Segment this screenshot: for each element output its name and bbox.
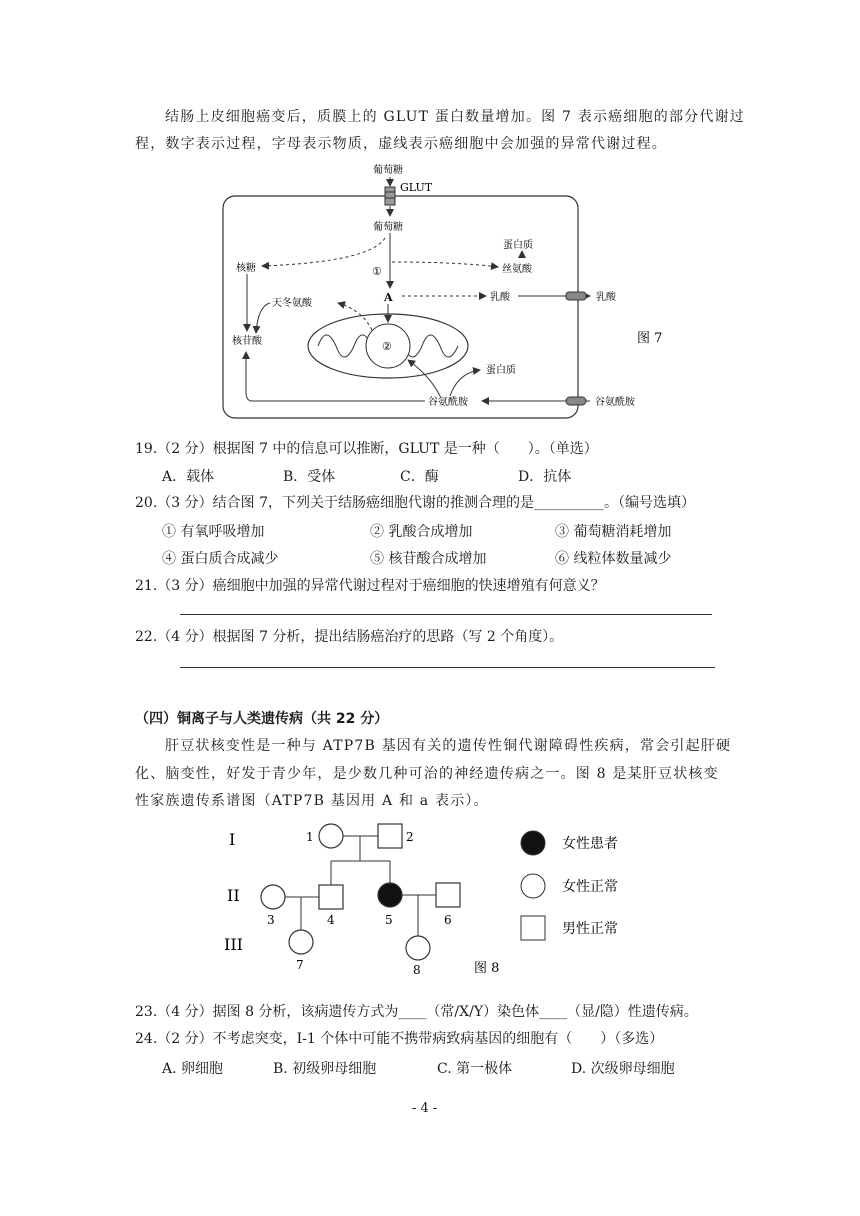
id-6: 6 — [444, 913, 452, 927]
label-aspartate: 天冬氨酸 — [272, 298, 312, 309]
legend-female-normal-symbol — [521, 874, 545, 898]
q19-option-a[interactable]: A．载体 — [162, 469, 215, 485]
id-8: 8 — [413, 963, 421, 977]
legend-male-normal-symbol — [521, 916, 545, 940]
q24-option-a[interactable]: A. 卵细胞 — [162, 1061, 224, 1077]
label-glucose-in: 葡萄糖 — [373, 222, 403, 233]
individual-II-5 — [378, 883, 402, 907]
q20-option-5[interactable]: ⑤ 核苷酸合成增加 — [370, 551, 487, 567]
individual-II-6 — [436, 883, 460, 907]
id-2: 2 — [406, 830, 414, 844]
q21-answer-line[interactable] — [180, 614, 712, 615]
id-7: 7 — [296, 958, 304, 972]
intro-line-1: 结肠上皮细胞癌变后，质膜上的 GLUT 蛋白数量增加。图 7 表示癌细胞的部分代谢过 — [165, 109, 745, 125]
label-A: A — [384, 291, 393, 304]
individual-II-4 — [319, 885, 343, 909]
q20-option-2[interactable]: ② 乳酸合成增加 — [370, 524, 473, 540]
q22-stem: 22.（4 分）根据图 7 分析，提出结肠癌治疗的思路（写 2 个角度）。 — [135, 629, 564, 645]
glut-transporter — [385, 187, 395, 205]
individual-III-8 — [406, 936, 430, 960]
label-ribose: 核糖 — [236, 263, 256, 274]
id-4: 4 — [327, 913, 335, 927]
individual-I-2 — [378, 824, 402, 848]
legend-female-affected: 女性患者 — [562, 836, 618, 852]
label-nucleotide: 核苷酸 — [232, 336, 262, 347]
page-number: - 4 - — [412, 1101, 438, 1116]
lactate-transporter — [566, 292, 586, 300]
label-glutamine-out: 谷氨酰胺 — [595, 397, 635, 408]
q20-option-1[interactable]: ① 有氧呼吸增加 — [162, 524, 265, 540]
q19-option-d[interactable]: D．抗体 — [518, 469, 572, 485]
id-3: 3 — [267, 913, 275, 927]
q20-stem: 20.（3 分）结合图 7，下列关于结肠癌细胞代谢的推测合理的是__________。（编号选填） — [135, 495, 695, 511]
q19-option-b[interactable]: B．受体 — [283, 469, 336, 485]
legend-female-normal: 女性正常 — [562, 879, 618, 895]
legend-female-affected-symbol — [521, 831, 545, 855]
label-step-2: ② — [382, 340, 392, 353]
label-protein-2: 蛋白质 — [486, 365, 516, 376]
id-5: 5 — [385, 913, 393, 927]
section-4-para-3: 性家族遗传系谱图（ATP7B 基因用 A 和 a 表示）。 — [135, 793, 489, 809]
figure-7-caption: 图 7 — [637, 331, 663, 346]
individual-III-7 — [289, 930, 313, 954]
q24-option-c[interactable]: C. 第一极体 — [437, 1061, 513, 1077]
figure-8-pedigree — [215, 818, 635, 978]
q22-answer-line[interactable] — [180, 667, 715, 668]
label-serine: 丝氨酸 — [502, 264, 532, 275]
q19-option-c[interactable]: C．酶 — [400, 469, 439, 485]
figure-7-diagram — [210, 155, 670, 425]
individual-I-1 — [319, 824, 343, 848]
label-lactate-in: 乳酸 — [490, 292, 510, 303]
section-4-para-2: 化、脑变性，好发于青少年，是少数几种可治的神经遗传病之一。图 8 是某肝豆状核变 — [135, 766, 719, 782]
q20-option-6[interactable]: ⑥ 线粒体数量减少 — [555, 551, 672, 567]
q20-option-3[interactable]: ③ 葡萄糖消耗增加 — [555, 524, 672, 540]
label-lactate-out: 乳酸 — [596, 292, 616, 303]
id-1: 1 — [306, 830, 314, 844]
individual-II-3 — [261, 885, 285, 909]
q24-stem: 24.（2 分）不考虑突变，I-1 个体中可能不携带病致病基因的细胞有（ ）（多选） — [135, 1031, 664, 1047]
q24-option-b[interactable]: B. 初级卵母细胞 — [273, 1061, 377, 1077]
label-glut: GLUT — [400, 181, 433, 194]
gen-label-3: III — [224, 935, 243, 954]
q19-stem: 19.（2 分）根据图 7 中的信息可以推断，GLUT 是一种（ ）。（单选） — [135, 441, 598, 457]
label-step-1: ① — [372, 265, 382, 278]
gen-label-1: I — [229, 830, 236, 849]
q20-option-4[interactable]: ④ 蛋白质合成减少 — [162, 551, 279, 567]
label-glucose-out: 葡萄糖 — [373, 165, 403, 176]
glutamine-transporter — [566, 397, 586, 405]
figure-8-caption: 图 8 — [474, 961, 500, 976]
label-glutamine-in: 谷氨酰胺 — [428, 397, 468, 408]
intro-line-2: 程，数字表示过程，字母表示物质，虚线表示癌细胞中会加强的异常代谢过程。 — [135, 136, 667, 152]
legend-male-normal: 男性正常 — [562, 921, 618, 937]
label-protein-1: 蛋白质 — [503, 240, 533, 251]
gen-label-2: II — [227, 886, 240, 905]
section-4-para-1: 肝豆状核变性是一种与 ATP7B 基因有关的遗传性铜代谢障碍性疾病，常会引起肝硬 — [165, 738, 732, 754]
q24-option-d[interactable]: D. 次级卵母细胞 — [571, 1061, 675, 1077]
q21-stem: 21.（3 分）癌细胞中加强的异常代谢过程对于癌细胞的快速增殖有何意义？ — [135, 578, 605, 594]
q23-stem: 23.（4 分）据图 8 分析，该病遗传方式为____（常/X/Y）染色体____（显/隐）性遗传病。 — [135, 1004, 698, 1020]
section-4-title: （四）铜离子与人类遗传病（共 22 分） — [135, 711, 389, 727]
